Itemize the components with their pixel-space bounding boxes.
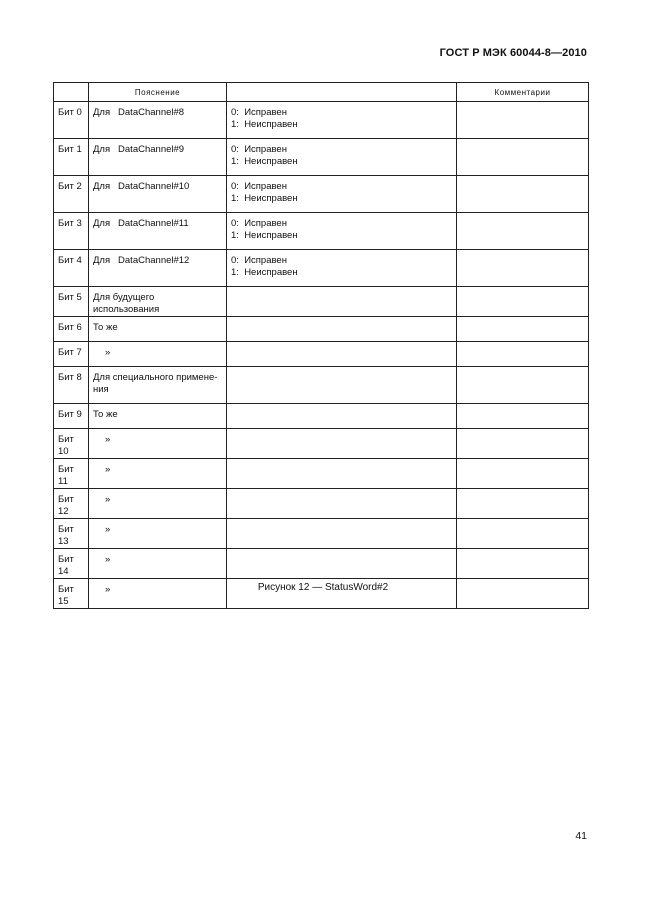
table-row bbox=[54, 287, 589, 317]
table-header-row bbox=[54, 83, 589, 102]
bit-cell: Бит 15 bbox=[54, 579, 89, 609]
table-row bbox=[54, 317, 589, 342]
bit-cell: Бит 3 bbox=[54, 213, 89, 250]
value-line: 0: Исправен bbox=[231, 107, 287, 118]
table-row bbox=[54, 549, 589, 579]
description-cell bbox=[89, 429, 227, 459]
bit-cell: Бит 0 bbox=[54, 102, 89, 139]
bit-cell: Бит 11 bbox=[54, 459, 89, 489]
description-cell bbox=[89, 459, 227, 489]
description-cell bbox=[89, 519, 227, 549]
value-line: 0: Исправен bbox=[231, 255, 287, 266]
table-body bbox=[54, 102, 589, 609]
bit-cell: Бит 6 bbox=[54, 317, 89, 342]
description-text: » bbox=[105, 554, 111, 565]
values-cell bbox=[227, 459, 457, 489]
comment-cell bbox=[457, 459, 589, 489]
description-cell bbox=[89, 213, 227, 250]
header-values bbox=[227, 83, 457, 102]
bit-cell: Бит 5 bbox=[54, 287, 89, 317]
value-line: 1: Неисправен bbox=[231, 156, 298, 167]
table-row bbox=[54, 250, 589, 287]
table-row bbox=[54, 429, 589, 459]
values-cell bbox=[227, 102, 457, 139]
description-text: То же bbox=[93, 322, 118, 333]
description-text: То же bbox=[93, 409, 118, 420]
comment-cell bbox=[457, 287, 589, 317]
description-text: » bbox=[105, 494, 111, 505]
comment-cell bbox=[457, 519, 589, 549]
comment-cell bbox=[457, 404, 589, 429]
table-row bbox=[54, 213, 589, 250]
values-cell bbox=[227, 404, 457, 429]
description-text: Для специального примене-ния bbox=[93, 372, 218, 395]
table-row bbox=[54, 489, 589, 519]
bit-cell: Бит 10 bbox=[54, 429, 89, 459]
value-line: 0: Исправен bbox=[231, 144, 287, 155]
description-text: » bbox=[105, 464, 111, 475]
description-text: Для будущего использования bbox=[93, 292, 160, 315]
table-row bbox=[54, 176, 589, 213]
description-cell bbox=[89, 404, 227, 429]
description-cell bbox=[89, 367, 227, 404]
description-text: Для DataChannel#11 bbox=[93, 218, 189, 229]
values-cell bbox=[227, 250, 457, 287]
value-line: 1: Неисправен bbox=[231, 193, 298, 204]
bit-cell: Бит 13 bbox=[54, 519, 89, 549]
value-line: 1: Неисправен bbox=[231, 267, 298, 278]
description-cell bbox=[89, 342, 227, 367]
values-cell bbox=[227, 549, 457, 579]
table-row bbox=[54, 519, 589, 549]
status-word-table bbox=[53, 82, 589, 609]
values-cell bbox=[227, 287, 457, 317]
values-cell bbox=[227, 213, 457, 250]
table-row bbox=[54, 367, 589, 404]
page-number: 41 bbox=[575, 830, 587, 842]
values-cell bbox=[227, 176, 457, 213]
comment-cell bbox=[457, 250, 589, 287]
table-row bbox=[54, 459, 589, 489]
description-cell bbox=[89, 287, 227, 317]
table-row bbox=[54, 102, 589, 139]
values-cell bbox=[227, 139, 457, 176]
comment-cell bbox=[457, 213, 589, 250]
comment-cell bbox=[457, 102, 589, 139]
bit-cell: Бит 4 bbox=[54, 250, 89, 287]
table-row bbox=[54, 404, 589, 429]
description-text: » bbox=[105, 524, 111, 535]
document-header: ГОСТ Р МЭК 60044-8—2010 bbox=[439, 47, 587, 59]
description-cell bbox=[89, 250, 227, 287]
description-cell bbox=[89, 549, 227, 579]
values-cell bbox=[227, 367, 457, 404]
description-cell bbox=[89, 317, 227, 342]
values-cell bbox=[227, 317, 457, 342]
header-comments: Комментарии bbox=[457, 83, 589, 102]
description-text: » bbox=[105, 434, 111, 445]
value-line: 0: Исправен bbox=[231, 218, 287, 229]
description-cell bbox=[89, 176, 227, 213]
bit-cell: Бит 14 bbox=[54, 549, 89, 579]
value-line: 1: Неисправен bbox=[231, 230, 298, 241]
description-cell bbox=[89, 489, 227, 519]
values-cell bbox=[227, 342, 457, 367]
table-row bbox=[54, 139, 589, 176]
value-line: 1: Неисправен bbox=[231, 119, 298, 130]
bit-cell: Бит 7 bbox=[54, 342, 89, 367]
table-row bbox=[54, 342, 589, 367]
header-description: Пояснение bbox=[89, 83, 227, 102]
figure-caption: Рисунок 12 — StatusWord#2 bbox=[257, 582, 389, 593]
description-cell bbox=[89, 102, 227, 139]
description-text: » bbox=[105, 584, 111, 595]
bit-cell: Бит 1 bbox=[54, 139, 89, 176]
bit-cell: Бит 8 bbox=[54, 367, 89, 404]
bit-cell: Бит 12 bbox=[54, 489, 89, 519]
header-bit bbox=[54, 83, 89, 102]
comment-cell bbox=[457, 429, 589, 459]
values-cell bbox=[227, 519, 457, 549]
values-cell bbox=[227, 489, 457, 519]
description-text: Для DataChannel#10 bbox=[93, 181, 190, 192]
value-line: 0: Исправен bbox=[231, 181, 287, 192]
description-text: Для DataChannel#12 bbox=[93, 255, 190, 266]
comment-cell bbox=[457, 139, 589, 176]
comment-cell bbox=[457, 317, 589, 342]
comment-cell bbox=[457, 176, 589, 213]
description-text: Для DataChannel#9 bbox=[93, 144, 185, 155]
bit-cell: Бит 9 bbox=[54, 404, 89, 429]
description-cell bbox=[89, 139, 227, 176]
comment-cell bbox=[457, 342, 589, 367]
comment-cell bbox=[457, 367, 589, 404]
comment-cell bbox=[457, 549, 589, 579]
comment-cell bbox=[457, 489, 589, 519]
bit-cell: Бит 2 bbox=[54, 176, 89, 213]
values-cell bbox=[227, 429, 457, 459]
description-text: » bbox=[105, 347, 111, 358]
description-text: Для DataChannel#8 bbox=[93, 107, 185, 118]
